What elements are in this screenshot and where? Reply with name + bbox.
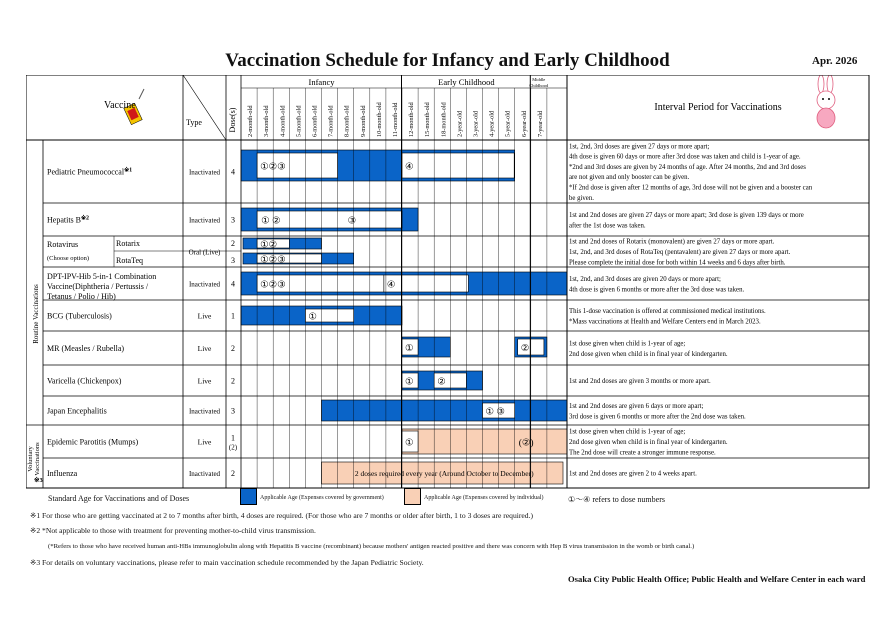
- interval-text: 1st and 2nd doses are given 6 days or more apart;: [569, 402, 704, 410]
- footnote-mark: ※1: [124, 167, 133, 174]
- dose-dpt4: [384, 275, 469, 292]
- vaccine-type: Live: [197, 437, 212, 447]
- dose-count: 2: [231, 239, 235, 248]
- legend-ind-swatch: [404, 488, 421, 505]
- interval-text: 2nd dose given when child is in final year of kindergarten.: [569, 350, 728, 358]
- dose-pneumo4: [402, 153, 514, 178]
- age-label: 5-month-old: [295, 105, 303, 137]
- vaccine-type: Inactivated: [188, 470, 221, 478]
- vaccine-name: Varicella (Chickenpox): [47, 376, 122, 386]
- rabbit-mascot-icon: [817, 108, 835, 128]
- age-label: 7-year-old: [536, 110, 544, 137]
- vaccine-name: Tetanus / Polio / Hib): [47, 292, 116, 301]
- vaccine-type: Inactivated: [188, 407, 221, 416]
- dose-hepb12: ① ②: [261, 216, 281, 227]
- rabbit-mascot-icon: [827, 75, 833, 93]
- vaccine-type: Inactivated: [188, 280, 221, 289]
- note-2-detail: (*Refers to those who have received human anti-HBs immunoglobulin along with Hepatitis B vaccine (recombinant) because mothers' antigen reacted positive and there was concern with Hep B virus transmission in the womb or birth canal.): [48, 543, 695, 550]
- age-label: 2-month-old: [247, 105, 255, 137]
- vaccine-name: Rotavirus: [47, 240, 79, 249]
- interval-text: be given.: [569, 194, 594, 202]
- interval-text: 1st, 2nd, 3rd doses are given 27 days or more apart;: [569, 143, 710, 151]
- interval-text: 1st, 2nd, and 3rd doses are given 20 days or more apart;: [569, 275, 721, 283]
- revision-date: Apr. 2026: [812, 55, 858, 67]
- rabbit-mascot-icon: [817, 91, 835, 109]
- grid-line: [183, 75, 226, 140]
- vaccine-type: Live: [197, 344, 212, 353]
- legend-title: Standard Age for Vaccinations and of Doses: [48, 494, 190, 503]
- age-label: 4-month-old: [279, 105, 287, 137]
- dose-count: 1: [231, 311, 235, 321]
- vaccine-type: Oral (Live): [188, 248, 221, 257]
- age-label: 5-year-old: [504, 110, 512, 137]
- dose-count: 3: [231, 256, 235, 265]
- dose-dpt-label: ①②③: [260, 280, 286, 291]
- age-label: 2-year-old: [456, 110, 464, 137]
- group-voluntary-mark: ※3: [34, 477, 43, 484]
- dose-var1-label: ①: [405, 377, 414, 388]
- interval-text: 1st and 2nd doses are given 27 days or more apart; 3rd dose is given 139 days or more: [569, 211, 804, 219]
- age-label: 6-year-old: [520, 110, 528, 137]
- interval-text: *2nd and 3rd doses are given by 24 months of age. After 24 months, 2nd and 3rd doses: [569, 163, 806, 171]
- interval-text: 4th dose is given 60 days or more after 3rd dose was taken and child is 1-year of age.: [569, 153, 801, 161]
- header-vaccine: Vaccine: [104, 100, 136, 111]
- vaccine-type: Inactivated: [188, 168, 221, 177]
- header-infancy: Infancy: [308, 77, 335, 87]
- interval-text: *If 2nd dose is given after 12 months of age, 3rd dose will not be given and a booster can: [569, 184, 813, 192]
- header-dose: Dose(s): [228, 107, 237, 133]
- vaccine-name: MR (Measles / Rubella): [47, 344, 125, 353]
- interval-text: 1st dose given when child is 1-year of age;: [569, 428, 686, 436]
- header-middle-childhood: Middle: [532, 77, 546, 82]
- dose-count: 2: [231, 469, 235, 478]
- group-voluntary: Voluntary: [27, 446, 34, 472]
- dose-je-label: ① ③: [485, 407, 505, 418]
- age-label: 15-month-old: [424, 102, 432, 137]
- vaccine-name: Japan Encephalitis: [47, 406, 107, 416]
- legend-ind-label: Applicable Age (Expenses covered by individual): [424, 495, 544, 501]
- vaccine-type: Live: [197, 311, 212, 321]
- rabbit-mascot-icon: [822, 98, 824, 100]
- age-label: 6-month-old: [311, 105, 319, 137]
- dose-pneumo-label: ①②③: [260, 162, 286, 173]
- dose-count: 4: [231, 167, 235, 177]
- age-label: 3-month-old: [263, 105, 271, 137]
- dose-mumps2: (②): [518, 438, 534, 449]
- dose-bcg-label: ①: [308, 312, 317, 323]
- interval-text: 1st, 2nd, and 3rd doses of RotaTeq (pentavalent) are given 27 days or more apart.: [569, 249, 791, 256]
- interval-text: 4th dose is given 6 months or more after the 3rd dose was taken.: [569, 286, 745, 294]
- interval-text: Please complete the initial dose for both within 14 weeks and 6 days after birth.: [569, 259, 786, 267]
- vaccine-name: Vaccine(Diphtheria / Pertussis /: [47, 282, 149, 291]
- dose-pneumo4-label: ④: [405, 162, 414, 173]
- vaccine-name: Hepatits $B^{※2}$: [47, 215, 90, 225]
- vaccine-type: Inactivated: [188, 216, 221, 225]
- vaccine-name: Influenza: [47, 469, 78, 478]
- age-label: 10-month-old: [375, 102, 383, 137]
- age-label: 9-month-old: [359, 105, 367, 137]
- dose-hepb3: ③: [347, 216, 357, 227]
- note-1: ※1 For those who are getting vaccinated at 2 to 7 months after birth, 4 doses are required. (For those who are 7 months or older after birth, 1 to 3 doses are required.): [30, 511, 533, 520]
- group-routine: Routine Vaccinations: [32, 284, 40, 344]
- interval-text: The 2nd dose will create a stronger immune response.: [569, 449, 716, 457]
- age-label: 18-month-old: [440, 102, 448, 137]
- interval-text: 1st dose given when child is 1-year of age;: [569, 340, 686, 348]
- group-voluntary: Vaccinations: [34, 442, 41, 476]
- dose-rotateq-label: ①②③: [260, 255, 286, 266]
- header-early-childhood: Early Childhood: [438, 77, 495, 87]
- vaccine-type: Live: [197, 376, 212, 386]
- dose-count: 3: [231, 406, 235, 416]
- interval-text: *Mass vaccinations at Health and Welfare Centers end in March 2023.: [569, 318, 761, 326]
- dose-count: (2): [228, 443, 238, 452]
- age-label: 7-month-old: [327, 105, 335, 137]
- interval-text: 1st and 2nd doses are given 2 to 4 weeks apart.: [569, 470, 697, 478]
- note-3: ※3 For details on voluntary vaccinations, please refer to main vaccination schedule recommended by the Japan Pediatric Society.: [30, 558, 424, 567]
- dose-mumps1-label: ①: [405, 438, 414, 449]
- interval-text: 2nd dose given when child is in final year of kindergarten.: [569, 439, 728, 446]
- dose-var2-label: ②: [437, 377, 446, 388]
- age-label: 8-month-old: [343, 105, 351, 137]
- interval-text: after the 1st dose was taken.: [569, 222, 646, 230]
- vaccine-name: DPT-IPV-Hib 5-in-1 Combination: [47, 272, 157, 281]
- vaccine-name: Epidemic Parotitis (Mumps): [47, 437, 139, 447]
- legend-gov-label: Applicable Age (Expenses covered by government): [260, 495, 384, 501]
- rota-option-name: RotaTeq: [116, 256, 143, 265]
- header-type: Type: [186, 118, 202, 127]
- footnote-mark: ※2: [81, 215, 90, 222]
- rabbit-mascot-icon: [828, 98, 830, 100]
- vaccine-name: BCG (Tuberculosis): [47, 311, 112, 321]
- interval-text: 1st and 2nd doses are given 3 months or more apart.: [569, 378, 711, 385]
- dose-count: 2: [231, 376, 235, 386]
- syringe-icon: [139, 89, 144, 99]
- legend-doses-label: ①～④ refers to dose numbers: [568, 495, 665, 504]
- interval-text: 3rd dose is given 6 months or more after the 2nd dose was taken.: [569, 413, 746, 421]
- bar-mumps: [402, 429, 567, 454]
- credit-line: Osaka City Public Health Office; Public Health and Welfare Center in each ward: [568, 574, 866, 584]
- page-title: Vaccination Schedule for Infancy and Early Childhood: [225, 50, 670, 71]
- influenza-bar-text: 2 doses required every year (Around October to December): [354, 469, 534, 478]
- dose-mr1-label: ①: [405, 344, 414, 354]
- header-middle-childhood: Childhood: [529, 83, 549, 88]
- rabbit-mascot-icon: [817, 75, 835, 128]
- header-interval: Interval Period for Vaccinations: [654, 102, 782, 113]
- dose-mr2-label: ②: [520, 344, 530, 354]
- vaccine-subname: (Choose option): [47, 255, 90, 262]
- schedule-table: [26, 75, 872, 490]
- dose-count: 4: [231, 279, 235, 289]
- dose-rotarix-label: ①②: [260, 240, 278, 251]
- legend-gov-swatch: [240, 488, 257, 505]
- dose-dpt4-label: ④: [386, 280, 396, 291]
- dose-count: 1: [231, 433, 235, 443]
- rota-option-name: Rotarix: [116, 239, 140, 248]
- age-label: 11-month-old: [391, 102, 399, 137]
- vaccine-name: Pediatric Pneumococcal$^{※1}$: [47, 167, 133, 177]
- note-2: ※2 *Not applicable to those with treatment for preventing mother-to-child virus transmission.: [30, 526, 316, 535]
- age-label: 12-month-old: [408, 102, 416, 137]
- dose-count: 2: [231, 344, 235, 353]
- dose-count: 3: [231, 215, 235, 225]
- interval-text: are not given and only booster can be given.: [569, 174, 690, 182]
- interval-text: This 1-dose vaccination is offered at commissioned medical institutions.: [569, 307, 766, 315]
- age-label: 4-year-old: [488, 110, 496, 137]
- rabbit-mascot-icon: [818, 75, 824, 93]
- age-label: 3-year-old: [472, 110, 480, 137]
- interval-text: 1st and 2nd doses of Rotarix (monovalent) are given 27 days or more apart.: [569, 238, 775, 246]
